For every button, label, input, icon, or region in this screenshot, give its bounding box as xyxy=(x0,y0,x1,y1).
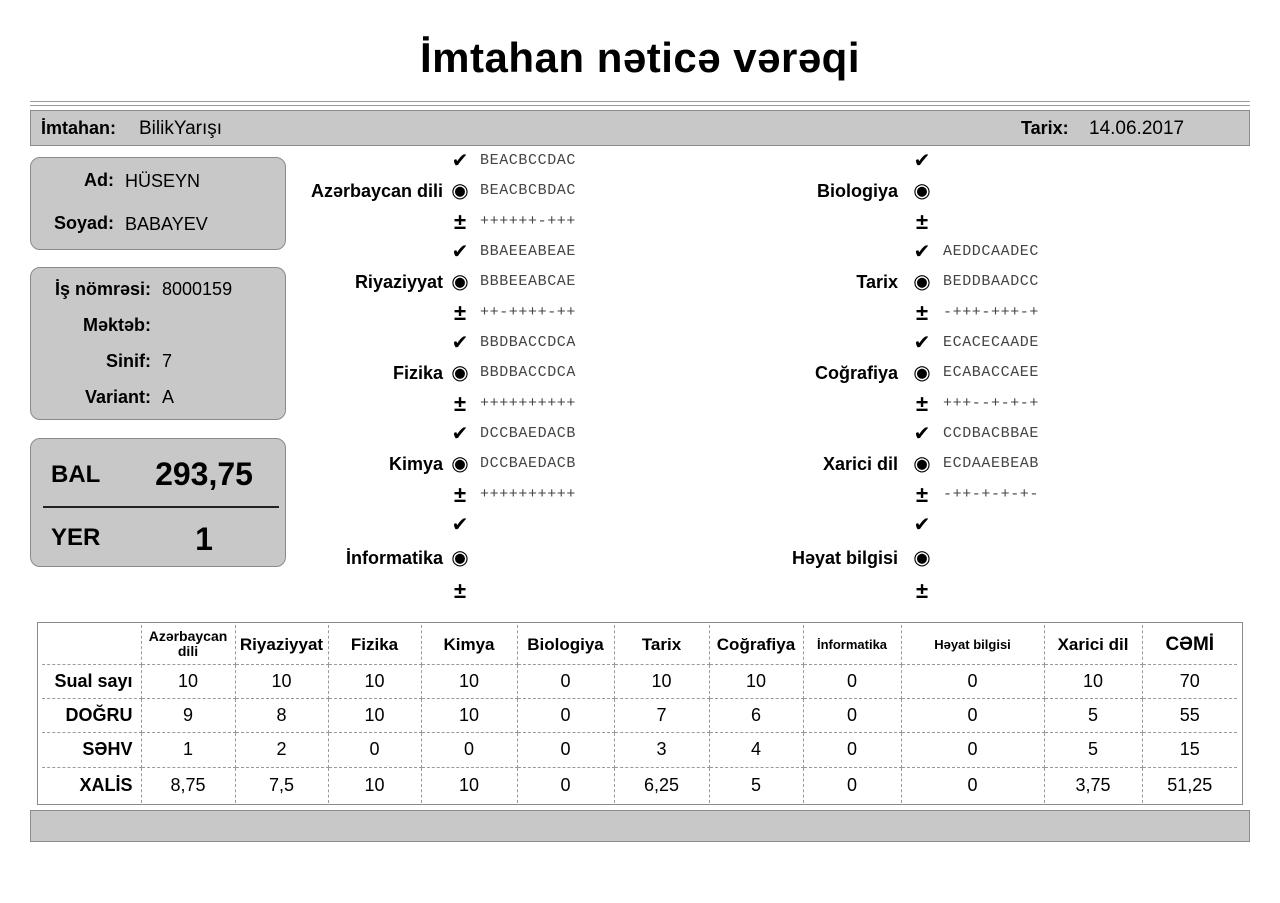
table-cell: 70 xyxy=(1142,664,1237,698)
table-cell: 10 xyxy=(328,664,421,698)
variant: A xyxy=(162,387,175,407)
column-header: Kimya xyxy=(421,625,517,664)
table-cell: 0 xyxy=(517,698,614,732)
name-label: Ad: xyxy=(84,170,114,190)
plus-minus-icon: ± xyxy=(453,391,467,416)
radio-icon: ◉ xyxy=(451,271,469,293)
radio-icon: ◉ xyxy=(913,547,931,569)
subject-name: Fizika xyxy=(392,363,443,383)
divider-line xyxy=(30,105,1250,106)
divider-line xyxy=(30,101,1250,102)
school-label: Məktəb: xyxy=(82,315,151,335)
check-icon: ✔ xyxy=(913,514,931,536)
table-cell: 10 xyxy=(421,698,517,732)
plus-minus-icon: ± xyxy=(453,300,467,325)
table-cell: 10 xyxy=(709,664,803,698)
class-label: Sinif: xyxy=(106,351,151,371)
exam-label: İmtahan: xyxy=(41,118,117,138)
table-cell: 0 xyxy=(421,732,517,767)
table-cell: 3,75 xyxy=(1044,767,1142,803)
subject-name: Kimya xyxy=(388,454,443,474)
answer-correct: BEACBCCDAC xyxy=(480,152,577,169)
exam-name: BilikYarışı xyxy=(139,118,223,139)
answer-given: ECDAAEBEAB xyxy=(943,455,1040,472)
answer-marks: ++++++++++ xyxy=(480,486,577,503)
subject-name: İnformatika xyxy=(345,548,443,568)
row-label: DOĞRU xyxy=(42,698,141,732)
radio-icon: ◉ xyxy=(451,180,469,202)
table-header-row xyxy=(42,625,1237,664)
plus-minus-icon: ± xyxy=(453,482,467,507)
plus-minus-icon: ± xyxy=(915,209,929,234)
answer-marks: -++-+-+-+- xyxy=(943,486,1040,503)
student-details-card xyxy=(30,267,286,420)
table-cell: 7,5 xyxy=(235,767,328,803)
table-cell: 0 xyxy=(517,767,614,803)
radio-icon: ◉ xyxy=(451,547,469,569)
column-header: Riyaziyyat xyxy=(235,625,328,664)
answer-given: BBBEEABCAE xyxy=(480,273,577,290)
column-header: Azərbaycan dili xyxy=(141,625,235,664)
table-cell: 6,25 xyxy=(614,767,709,803)
answer-given: DCCBAEDACB xyxy=(480,455,577,472)
table-row xyxy=(42,698,1237,732)
subject-name: Həyat bilgisi xyxy=(791,548,898,568)
check-icon: ✔ xyxy=(451,514,469,536)
table-cell: 10 xyxy=(614,664,709,698)
subject-name: Azərbaycan dili xyxy=(310,181,443,201)
check-icon: ✔ xyxy=(451,150,469,172)
check-icon: ✔ xyxy=(913,150,931,172)
table-cell: 0 xyxy=(803,698,901,732)
table-corner xyxy=(42,625,141,664)
table-cell: 10 xyxy=(328,767,421,803)
surname-label: Soyad: xyxy=(53,213,114,233)
plus-minus-icon: ± xyxy=(915,391,929,416)
row-label: XALİS xyxy=(42,767,141,803)
student-surname: BABAYEV xyxy=(125,214,208,234)
subject-name: Coğrafiya xyxy=(814,363,898,383)
results-table xyxy=(42,625,1237,803)
bal-label: BAL xyxy=(51,461,101,488)
table-cell: 9 xyxy=(141,698,235,732)
answer-given: BEACBCBDAC xyxy=(480,182,577,199)
exam-date: 14.06.2017 xyxy=(1089,118,1185,139)
student-name: HÜSEYN xyxy=(125,171,201,191)
table-cell: 0 xyxy=(803,664,901,698)
table-cell: 0 xyxy=(517,732,614,767)
row-label: SƏHV xyxy=(42,732,141,767)
check-icon: ✔ xyxy=(913,332,931,354)
radio-icon: ◉ xyxy=(913,453,931,475)
radio-icon: ◉ xyxy=(451,362,469,384)
table-cell: 5 xyxy=(1044,732,1142,767)
answer-correct: DCCBAEDACB xyxy=(480,425,577,442)
table-cell: 0 xyxy=(901,732,1044,767)
bal-value: 293,75 xyxy=(155,456,253,492)
check-icon: ✔ xyxy=(451,423,469,445)
check-icon: ✔ xyxy=(913,241,931,263)
table-cell: 0 xyxy=(328,732,421,767)
answer-correct: ECACECAADE xyxy=(943,334,1040,351)
column-header: Həyat bilgisi xyxy=(901,625,1044,664)
column-header: Coğrafiya xyxy=(709,625,803,664)
table-row xyxy=(42,732,1237,767)
table-cell: 0 xyxy=(901,698,1044,732)
table-row xyxy=(42,664,1237,698)
exam-info-bar xyxy=(30,110,1250,146)
score-divider xyxy=(43,506,279,508)
table-row xyxy=(42,767,1237,803)
subject-name: Biologiya xyxy=(816,181,898,201)
variant-label: Variant: xyxy=(84,387,151,407)
table-cell: 2 xyxy=(235,732,328,767)
column-header: Fizika xyxy=(328,625,421,664)
table-cell: 1 xyxy=(141,732,235,767)
table-cell: 8 xyxy=(235,698,328,732)
check-icon: ✔ xyxy=(451,332,469,354)
subject-name: Riyaziyyat xyxy=(354,272,443,292)
plus-minus-icon: ± xyxy=(453,209,467,234)
plus-minus-icon: ± xyxy=(915,482,929,507)
yer-value: 1 xyxy=(195,521,213,557)
column-header-total: CƏMİ xyxy=(1142,625,1237,664)
answer-given: BBDBACCDCA xyxy=(480,364,577,381)
table-cell: 10 xyxy=(1044,664,1142,698)
class: 7 xyxy=(162,351,173,371)
subject-name: Xarici dil xyxy=(822,454,898,474)
answer-correct: BBDBACCDCA xyxy=(480,334,577,351)
answer-marks: ++++++-+++ xyxy=(480,213,577,230)
check-icon: ✔ xyxy=(913,423,931,445)
table-cell: 55 xyxy=(1142,698,1237,732)
yer-label: YER xyxy=(51,524,101,551)
results-table-frame xyxy=(37,622,1243,805)
row-label: Sual sayı xyxy=(42,664,141,698)
radio-icon: ◉ xyxy=(451,453,469,475)
answer-marks: ++-++++-++ xyxy=(480,304,577,321)
table-cell: 0 xyxy=(517,664,614,698)
radio-icon: ◉ xyxy=(913,180,931,202)
radio-icon: ◉ xyxy=(913,362,931,384)
column-header: İnformatika xyxy=(803,625,901,664)
answer-given: ECABACCAEE xyxy=(943,364,1040,381)
table-cell: 15 xyxy=(1142,732,1237,767)
table-cell: 10 xyxy=(141,664,235,698)
table-cell: 0 xyxy=(901,664,1044,698)
student-name-card xyxy=(30,157,286,250)
table-cell: 7 xyxy=(614,698,709,732)
work-no: 8000159 xyxy=(162,279,233,299)
table-cell: 51,25 xyxy=(1142,767,1237,803)
score-card xyxy=(30,438,286,567)
table-cell: 6 xyxy=(709,698,803,732)
answer-correct: CCDBACBBAE xyxy=(943,425,1040,442)
table-cell: 4 xyxy=(709,732,803,767)
table-cell: 0 xyxy=(901,767,1044,803)
table-cell: 10 xyxy=(421,767,517,803)
table-cell: 5 xyxy=(1044,698,1142,732)
table-cell: 3 xyxy=(614,732,709,767)
table-cell: 10 xyxy=(235,664,328,698)
page-title: İmtahan nəticə vərəqi xyxy=(420,34,860,81)
plus-minus-icon: ± xyxy=(453,578,467,603)
table-cell: 10 xyxy=(421,664,517,698)
column-header: Xarici dil xyxy=(1044,625,1142,664)
footer-bar xyxy=(30,810,1250,842)
table-cell: 0 xyxy=(803,732,901,767)
answer-correct: BBAEEABEAE xyxy=(480,243,577,260)
table-cell: 0 xyxy=(803,767,901,803)
answer-marks: -+++-+++-+ xyxy=(943,304,1040,321)
date-label: Tarix: xyxy=(1021,118,1069,138)
answer-given: BEDDBAADCC xyxy=(943,273,1040,290)
answer-marks: ++++++++++ xyxy=(480,395,577,412)
subject-name: Tarix xyxy=(856,272,898,292)
answer-correct: AEDDCAADEC xyxy=(943,243,1040,260)
column-header: Biologiya xyxy=(517,625,614,664)
plus-minus-icon: ± xyxy=(915,300,929,325)
column-header: Tarix xyxy=(614,625,709,664)
table-cell: 10 xyxy=(328,698,421,732)
work-no-label: İş nömrəsi: xyxy=(54,279,151,299)
table-cell: 8,75 xyxy=(141,767,235,803)
plus-minus-icon: ± xyxy=(915,578,929,603)
radio-icon: ◉ xyxy=(913,271,931,293)
answer-marks: +++--+-+-+ xyxy=(943,395,1040,412)
check-icon: ✔ xyxy=(451,241,469,263)
table-cell: 5 xyxy=(709,767,803,803)
